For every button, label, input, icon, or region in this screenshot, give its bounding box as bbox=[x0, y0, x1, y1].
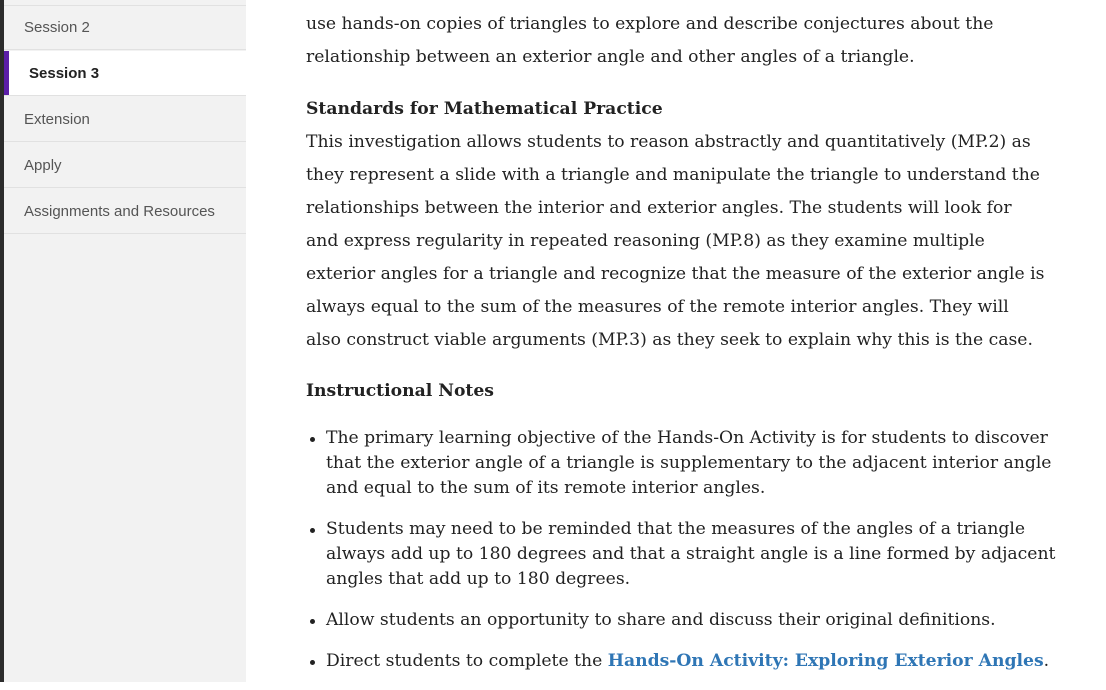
list-item: Students may need to be reminded that the measures of the angles of a triangle always add up to 180 degrees and that a straight angle is a line formed by adjacent angles that add up to 180 degrees. bbox=[326, 517, 1066, 592]
note-period: . bbox=[1043, 651, 1050, 671]
sidebar-item-apply[interactable] bbox=[4, 143, 246, 188]
notes-heading: Instructional Notes bbox=[306, 381, 494, 401]
sidebar-item-assignments[interactable] bbox=[4, 189, 246, 234]
notes-list bbox=[306, 426, 1066, 690]
list-item bbox=[326, 649, 1066, 674]
intro-paragraph bbox=[306, 8, 1046, 74]
sidebar-item-session-3[interactable] bbox=[4, 51, 246, 96]
list-item: Allow students an opportunity to share and discuss their original definitions. bbox=[326, 608, 1066, 633]
sidebar-item-label: Assignments and Resources bbox=[24, 202, 215, 220]
hands-on-activity-link[interactable]: Hands-On Activity: Exploring Exterior Angles bbox=[607, 651, 1044, 671]
sidebar-item-extension[interactable] bbox=[4, 97, 246, 142]
intro-text: use hands-on copies of triangles to explore and describe conjectures about the relationship between an exterior angle and other angles of a triangle. bbox=[306, 14, 994, 67]
note-text: Direct students to complete the bbox=[326, 651, 608, 671]
sidebar-nav bbox=[4, 0, 246, 682]
practice-text: This investigation allows students to reason abstractly and quantitatively (MP.2) as they represent a slide with a triangle and manipulate the triangle to understand the relationships between the interior and exterior angles. The students will look for and express regularity in repeated reasoning (MP.8) as they examine multiple exterior angles for a triangle and recognize that the measure of the exterior angle is always equal to the sum of the measures of the remote interior angles. They will also construct viable arguments (MP.3) as they seek to explain why this is the case. bbox=[306, 132, 1045, 350]
sidebar-item-session-2[interactable] bbox=[4, 5, 246, 50]
sidebar-item-label: Session 2 bbox=[24, 19, 90, 36]
sidebar-item-label: Session 3 bbox=[29, 64, 100, 82]
practice-paragraph bbox=[306, 126, 1046, 357]
sidebar-item-label: Extension bbox=[24, 110, 90, 128]
practice-heading: Standards for Mathematical Practice bbox=[306, 99, 663, 119]
sidebar-item-label: Apply bbox=[24, 156, 62, 174]
list-item: The primary learning objective of the Hands-On Activity is for students to discover that the exterior angle of a triangle is supplementary to the adjacent interior angle and equal to the sum of its remote interior angles. bbox=[326, 426, 1066, 501]
